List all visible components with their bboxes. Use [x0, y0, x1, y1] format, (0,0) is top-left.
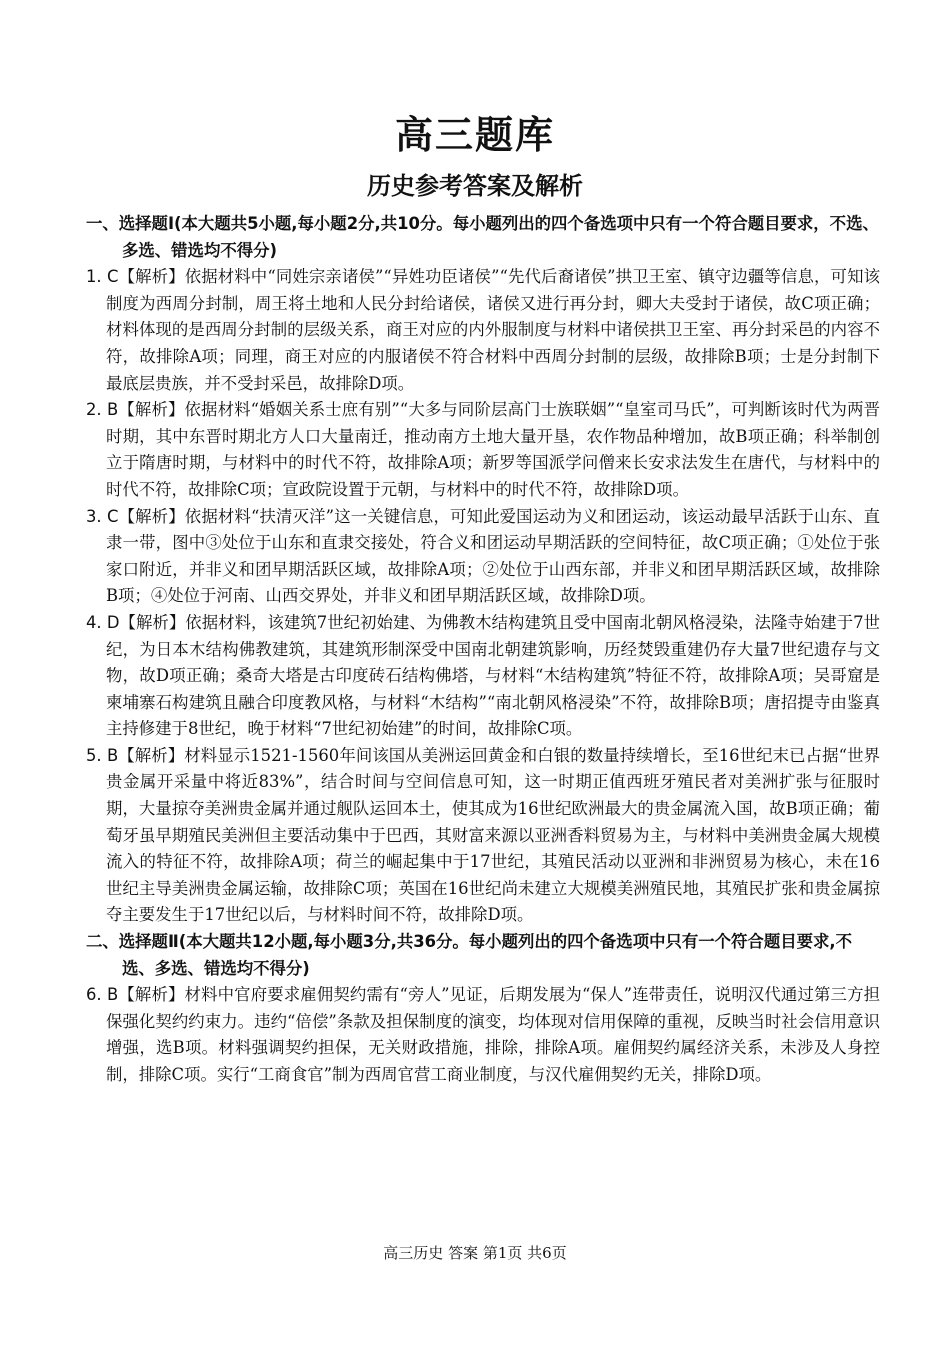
answer-item-5	[86, 743, 880, 929]
answer-item-4	[86, 610, 880, 743]
answer-text: 依据材料“婚姻关系士庶有别”“大多与同阶层高门士族联姻”“皇室司马氏”，可判断该时代为两晋时期，其中东晋时期北方人口大量南迁，推动南方土地大量开垦，农作物品种增加，故B项正确；科举制创立于隋唐时期，与材料中的时代不符，故排除A项；新罗等国派学问僧来长安求法发生在唐代，与材料中的时代不符，故排除C项；宣政院设置于元朝，与材料中的时代不符，故排除D项。	[106, 400, 880, 499]
answer-text: 依据材料，该建筑7世纪初始建、为佛教木结构建筑且受中国南北朝风格浸染，法隆寺始建于7世纪，为日本木结构佛教建筑，其建筑形制深受中国南北朝建筑影响，历经焚毁重建仍存大量7世纪遗存与文物，故D项正确；桑奇大塔是古印度砖石结构佛塔，与材料“木结构建筑”特征不符，故排除A项；吴哥窟是柬埔寨石构建筑且融合印度教风格，与材料“木结构”“南北朝风格浸染”不符，故排除B项；唐招提寺由鉴真主持修建于8世纪，晚于材料“7世纪初始建”的时间，故排除C项。	[106, 612, 880, 739]
answer-item-2	[86, 397, 880, 503]
section-heading-1: 一、选择题Ⅰ(本大题共5小题,每小题2分,共10分。每小题列出的四个备选项中只有一个符合题目要求，不选、多选、错选均不得分)	[86, 214, 879, 260]
page-title: 高三题库	[394, 113, 555, 157]
answer-number: 4. D【解析】	[86, 612, 186, 632]
answer-text: 材料中官府要求雇佣契约需有“旁人”见证，后期发展为“保人”连带责任，说明汉代通过第三方担保强化契约约束力。违约“倍偿”条款及担保制度的演变，均体现对信用保障的重视，反映当时社会信用意识增强，选B项。材料强调契约担保，无关财政措施，排除，排除A项。雇佣契约属经济关系，未涉及人身控制，排除C项。实行“工商食官”制为西周官营工商业制度，与汉代雇佣契约无关，排除D项。	[106, 985, 881, 1084]
answer-content	[86, 211, 880, 1089]
answer-text: 依据材料“扶清灭洋”这一关键信息，可知此爱国运动为义和团运动，该运动最早活跃于山东、直隶一带，图中③处位于山东和直隶交接处，符合义和团运动早期活跃的空间特征，故C项正确；①处位于张家口附近，并非义和团早期活跃区域，故排除A项；②处位于山西东部，并非义和团早期活跃区域，故排除B项；④处位于河南、山西交界处，并非义和团早期活跃区域，故排除D项。	[106, 506, 880, 606]
answer-number: 6. B【解析】	[86, 985, 185, 1005]
answer-number: 1. C【解析】	[86, 267, 185, 287]
answer-text: 依据材料中“同姓宗亲诸侯”“异姓功臣诸侯”“先代后裔诸侯”拱卫王室、镇守边疆等信息，可知该制度为西周分封制，周王将土地和人民分封给诸侯，诸侯又进行再分封，卿大夫受封于诸侯，故C项正确；材料体现的是西周分封制的层级关系，商王对应的内外服制度与材料中诸侯拱卫王室、再分封采邑的内容不符，故排除A项；同理，商王对应的内服诸侯不符合材料中西周分封制的层级，故排除B项；士是分封制下最底层贵族，并不受封采邑，故排除D项。	[106, 267, 880, 393]
section-heading-2: 二、选择题Ⅱ(本大题共12小题,每小题3分,共36分。每小题列出的四个备选项中只有一个符合题目要求,不选、多选、错选均不得分)	[86, 932, 853, 978]
answer-item-1	[86, 264, 880, 397]
page-footer: 高三历史 答案 第1页 共6页	[383, 1244, 567, 1262]
page-subtitle: 历史参考答案及解析	[367, 172, 583, 200]
answer-item-3	[86, 504, 880, 610]
answer-text: 材料显示1521-1560年间该国从美洲运回黄金和白银的数量持续增长，至16世纪末已占据“世界贵金属开采量中将近83%”，结合时间与空间信息可知，这一时期正值西班牙殖民者对美洲扩张与征服时期，大量掠夺美洲贵金属并通过舰队运回本土，使其成为16世纪欧洲最大的贵金属流入国，故B项正确；葡萄牙虽早期殖民美洲但主要活动集中于巴西，其财富来源以亚洲香料贸易为主，与材料中美洲贵金属大规模流入的特征不符，故排除A项；荷兰的崛起集中于17世纪，其殖民活动以亚洲和非洲贸易为核心，未在16世纪主导美洲贵金属运输，故排除C项；英国在16世纪尚未建立大规模美洲殖民地，其殖民扩张和贵金属掠夺主要发生于17世纪以后，与材料时间不符，故排除D项。	[106, 745, 880, 925]
answer-number: 3. C【解析】	[86, 506, 185, 526]
answer-item-6	[86, 982, 880, 1088]
answer-number: 5. B【解析】	[86, 745, 185, 765]
answer-number: 2. B【解析】	[86, 400, 185, 420]
